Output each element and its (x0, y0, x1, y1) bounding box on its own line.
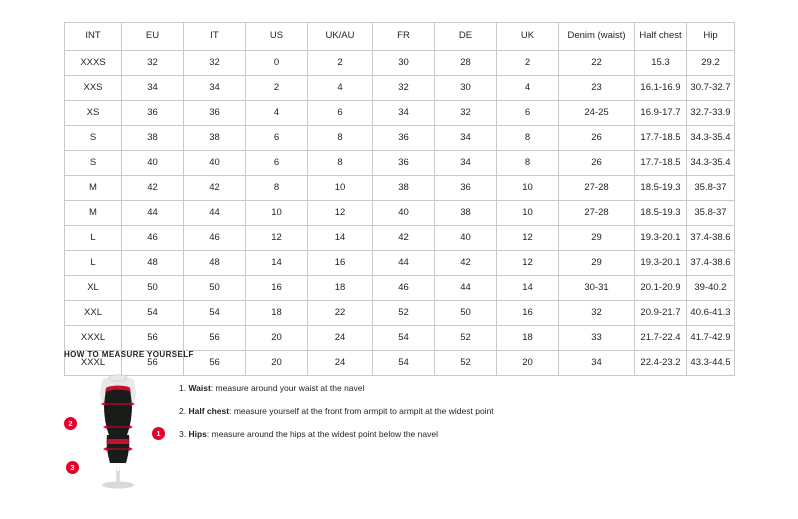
size-value-cell: 16.1-16.9 (635, 76, 687, 101)
size-value-cell: 14 (497, 276, 559, 301)
size-value-cell: 46 (122, 226, 184, 251)
size-value-cell: 56 (122, 326, 184, 351)
how-to-measure-section (64, 350, 734, 491)
badge-hips: 3 (66, 461, 79, 474)
size-value-cell: 14 (308, 226, 373, 251)
size-value-cell: 44 (122, 201, 184, 226)
size-value-cell: 30.7-32.7 (687, 76, 735, 101)
size-value-cell: 52 (373, 301, 435, 326)
table-row (65, 326, 735, 351)
size-value-cell: 38 (435, 201, 497, 226)
measure-note (179, 406, 734, 416)
size-value-cell: 18 (308, 276, 373, 301)
size-value-cell: 15.3 (635, 51, 687, 76)
column-header: FR (373, 23, 435, 51)
note-number: 1. (179, 383, 187, 393)
size-value-cell: 10 (497, 176, 559, 201)
size-value-cell: 52 (435, 351, 497, 376)
size-value-cell: 19.3-20.1 (635, 251, 687, 276)
size-value-cell: 36 (435, 176, 497, 201)
size-value-cell: 34 (122, 76, 184, 101)
size-value-cell: 17.7-18.5 (635, 126, 687, 151)
size-value-cell: 29 (559, 251, 635, 276)
size-value-cell: 56 (184, 351, 246, 376)
column-header: UK/AU (308, 23, 373, 51)
note-term: Hips (188, 429, 207, 440)
size-value-cell: 39-40.2 (687, 276, 735, 301)
table-row (65, 301, 735, 326)
size-value-cell: 2 (497, 51, 559, 76)
size-value-cell: 40 (435, 226, 497, 251)
size-value-cell: 12 (246, 226, 308, 251)
size-value-cell: 54 (373, 351, 435, 376)
size-value-cell: 19.3-20.1 (635, 226, 687, 251)
how-to-measure-body (64, 371, 734, 491)
size-label-cell: XL (65, 276, 122, 301)
table-row (65, 101, 735, 126)
size-value-cell: 10 (308, 176, 373, 201)
size-value-cell: 40 (122, 151, 184, 176)
size-label-cell: XXXL (65, 326, 122, 351)
size-chart-table (64, 22, 735, 376)
size-value-cell: 56 (122, 351, 184, 376)
table-row (65, 276, 735, 301)
size-label-cell: L (65, 251, 122, 276)
size-value-cell: 46 (373, 276, 435, 301)
size-chart-table-wrapper (64, 22, 734, 376)
size-value-cell: 40 (184, 151, 246, 176)
note-text: : measure yourself at the front from armpit to armpit at the widest point (229, 406, 494, 417)
size-value-cell: 48 (122, 251, 184, 276)
size-value-cell: 34 (435, 126, 497, 151)
mannequin-illustration (82, 371, 154, 489)
size-value-cell: 36 (122, 101, 184, 126)
size-value-cell: 12 (308, 201, 373, 226)
size-label-cell: XS (65, 101, 122, 126)
column-header: EU (122, 23, 184, 51)
size-label-cell: XXS (65, 76, 122, 101)
measure-notes-list (179, 371, 734, 453)
note-term: Half chest (188, 406, 230, 417)
size-value-cell: 32 (184, 51, 246, 76)
size-value-cell: 22.4-23.2 (635, 351, 687, 376)
size-value-cell: 50 (122, 276, 184, 301)
column-header: UK (497, 23, 559, 51)
size-value-cell: 16 (308, 251, 373, 276)
table-row (65, 51, 735, 76)
table-row (65, 176, 735, 201)
how-to-measure-title: HOW TO MEASURE YOURSELF (64, 350, 194, 359)
table-row (65, 226, 735, 251)
note-text: : measure around the hips at the widest point below the navel (206, 429, 438, 440)
size-value-cell: 36 (373, 126, 435, 151)
size-value-cell: 6 (246, 126, 308, 151)
size-value-cell: 42 (373, 226, 435, 251)
size-value-cell: 6 (497, 101, 559, 126)
size-value-cell: 16 (246, 276, 308, 301)
size-value-cell: 35.8-37 (687, 201, 735, 226)
size-value-cell: 12 (497, 226, 559, 251)
size-value-cell: 30 (373, 51, 435, 76)
size-value-cell: 29 (559, 226, 635, 251)
size-value-cell: 20.9-21.7 (635, 301, 687, 326)
column-header: Hip (687, 23, 735, 51)
size-value-cell: 32 (373, 76, 435, 101)
size-value-cell: 34 (559, 351, 635, 376)
size-value-cell: 54 (122, 301, 184, 326)
size-value-cell: 30 (435, 76, 497, 101)
note-text: : measure around your waist at the navel (210, 383, 365, 393)
size-value-cell: 38 (373, 176, 435, 201)
column-header: Half chest (635, 23, 687, 51)
size-value-cell: 18 (246, 301, 308, 326)
size-value-cell: 27-28 (559, 176, 635, 201)
size-value-cell: 41.7-42.9 (687, 326, 735, 351)
size-value-cell: 33 (559, 326, 635, 351)
size-label-cell: XXL (65, 301, 122, 326)
size-value-cell: 16 (497, 301, 559, 326)
size-value-cell: 26 (559, 126, 635, 151)
size-value-cell: 8 (497, 126, 559, 151)
size-value-cell: 24-25 (559, 101, 635, 126)
measure-note (179, 383, 734, 393)
size-value-cell: 32.7-33.9 (687, 101, 735, 126)
size-value-cell: 22 (559, 51, 635, 76)
size-value-cell: 32 (559, 301, 635, 326)
size-value-cell: 37.4-38.6 (687, 226, 735, 251)
size-value-cell: 18.5-19.3 (635, 201, 687, 226)
size-value-cell: 20 (246, 351, 308, 376)
note-number: 2. (179, 406, 187, 417)
size-value-cell: 16.9-17.7 (635, 101, 687, 126)
size-value-cell: 54 (184, 301, 246, 326)
size-value-cell: 6 (308, 101, 373, 126)
size-value-cell: 20 (497, 351, 559, 376)
size-value-cell: 14 (246, 251, 308, 276)
size-value-cell: 36 (373, 151, 435, 176)
size-label-cell: XXXL (65, 351, 122, 376)
size-value-cell: 18.5-19.3 (635, 176, 687, 201)
table-row (65, 251, 735, 276)
column-header: IT (184, 23, 246, 51)
column-header: DE (435, 23, 497, 51)
size-label-cell: S (65, 151, 122, 176)
note-term: Waist (188, 383, 211, 393)
size-value-cell: 42 (122, 176, 184, 201)
table-row (65, 201, 735, 226)
table-header-row (65, 23, 735, 51)
size-value-cell: 4 (308, 76, 373, 101)
size-label-cell: M (65, 176, 122, 201)
size-value-cell: 17.7-18.5 (635, 151, 687, 176)
size-value-cell: 34 (373, 101, 435, 126)
size-value-cell: 8 (497, 151, 559, 176)
size-value-cell: 21.7-22.4 (635, 326, 687, 351)
size-value-cell: 29.2 (687, 51, 735, 76)
size-value-cell: 44 (184, 201, 246, 226)
size-value-cell: 40 (373, 201, 435, 226)
size-value-cell: 52 (435, 326, 497, 351)
size-value-cell: 38 (122, 126, 184, 151)
size-value-cell: 28 (435, 51, 497, 76)
size-value-cell: 48 (184, 251, 246, 276)
size-value-cell: 8 (308, 126, 373, 151)
size-value-cell: 18 (497, 326, 559, 351)
size-value-cell: 20 (246, 326, 308, 351)
size-value-cell: 40.6-41.3 (687, 301, 735, 326)
table-body (65, 51, 735, 376)
size-value-cell: 36 (184, 101, 246, 126)
size-value-cell: 34 (184, 76, 246, 101)
size-value-cell: 24 (308, 326, 373, 351)
size-value-cell: 50 (184, 276, 246, 301)
size-label-cell: L (65, 226, 122, 251)
measure-note (179, 429, 734, 439)
mannequin-figure (64, 371, 179, 491)
badge-half-chest: 2 (64, 417, 77, 430)
size-label-cell: XXXS (65, 51, 122, 76)
size-value-cell: 8 (308, 151, 373, 176)
column-header: INT (65, 23, 122, 51)
size-value-cell: 26 (559, 151, 635, 176)
badge-waist: 1 (152, 427, 165, 440)
table-row (65, 126, 735, 151)
note-number: 3. (179, 429, 187, 440)
size-value-cell: 44 (373, 251, 435, 276)
size-value-cell: 34 (435, 151, 497, 176)
column-header: US (246, 23, 308, 51)
size-value-cell: 32 (122, 51, 184, 76)
size-value-cell: 2 (246, 76, 308, 101)
size-value-cell: 23 (559, 76, 635, 101)
size-value-cell: 37.4-38.6 (687, 251, 735, 276)
size-value-cell: 30-31 (559, 276, 635, 301)
size-value-cell: 56 (184, 326, 246, 351)
size-value-cell: 54 (373, 326, 435, 351)
size-value-cell: 27-28 (559, 201, 635, 226)
size-value-cell: 43.3-44.5 (687, 351, 735, 376)
table-row (65, 76, 735, 101)
size-label-cell: M (65, 201, 122, 226)
size-value-cell: 32 (435, 101, 497, 126)
size-value-cell: 42 (435, 251, 497, 276)
size-value-cell: 0 (246, 51, 308, 76)
size-value-cell: 35.8-37 (687, 176, 735, 201)
size-value-cell: 34.3-35.4 (687, 151, 735, 176)
size-value-cell: 22 (308, 301, 373, 326)
size-value-cell: 8 (246, 176, 308, 201)
table-row (65, 151, 735, 176)
size-value-cell: 4 (497, 76, 559, 101)
column-header: Denim (waist) (559, 23, 635, 51)
size-value-cell: 42 (184, 176, 246, 201)
size-value-cell: 38 (184, 126, 246, 151)
size-value-cell: 10 (497, 201, 559, 226)
size-value-cell: 24 (308, 351, 373, 376)
size-value-cell: 46 (184, 226, 246, 251)
size-value-cell: 2 (308, 51, 373, 76)
size-value-cell: 34.3-35.4 (687, 126, 735, 151)
size-value-cell: 10 (246, 201, 308, 226)
size-value-cell: 50 (435, 301, 497, 326)
size-label-cell: S (65, 126, 122, 151)
size-value-cell: 20.1-20.9 (635, 276, 687, 301)
size-value-cell: 4 (246, 101, 308, 126)
size-value-cell: 12 (497, 251, 559, 276)
size-value-cell: 6 (246, 151, 308, 176)
size-value-cell: 44 (435, 276, 497, 301)
